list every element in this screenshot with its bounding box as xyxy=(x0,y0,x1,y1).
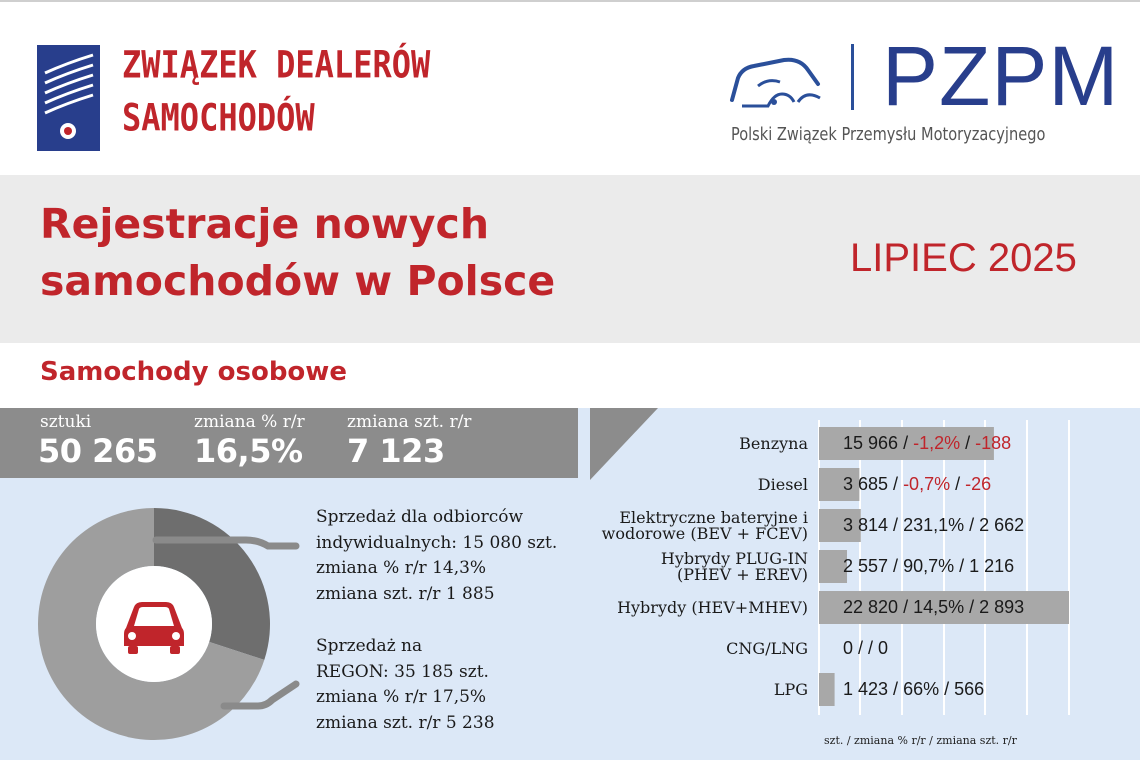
top-divider xyxy=(0,0,1140,2)
pzpm-abbreviation: PZPM xyxy=(882,29,1120,123)
segment-donut-chart xyxy=(38,508,270,740)
bar-value-sep: / xyxy=(898,432,914,453)
bar-value-units: 2 557 xyxy=(843,555,889,576)
zds-name-line1: ZWIĄZEK DEALERÓW xyxy=(122,42,431,87)
bar-value-sep: / xyxy=(888,473,904,494)
bar-value-change-pct: 66% xyxy=(903,678,940,699)
bar-value-change-units: -26 xyxy=(965,473,992,494)
bar-category-label xyxy=(757,474,808,494)
bar-value-label xyxy=(843,597,1024,618)
stat-value-change-pct: 16,5% xyxy=(194,432,303,470)
bar-value-sep: / xyxy=(868,637,879,658)
stat-label-units: sztuki xyxy=(40,412,92,432)
bar-value-units: 22 820 xyxy=(843,596,899,617)
segment-regon-text xyxy=(316,634,566,736)
bar-value-change-units: -188 xyxy=(975,432,1012,453)
bar-value-change-pct: 90,7% xyxy=(903,555,955,576)
bar-value-label xyxy=(843,638,888,659)
segment-regon-line: Sprzedaż na xyxy=(316,636,423,656)
bar-value-change-pct: 231,1% xyxy=(903,514,965,535)
segment-individual-line: zmiana szt. r/r 1 885 xyxy=(316,583,495,604)
page-title-line2: samochodów w Polsce xyxy=(40,257,556,305)
bar-value-label xyxy=(843,515,1024,536)
bar-category-label xyxy=(617,597,808,617)
bar-value-change-units: 566 xyxy=(954,678,985,699)
bar-value-sep: / xyxy=(960,432,976,453)
bar-category-label-line: Benzyna xyxy=(739,433,808,453)
bar-category-label-line: Hybrydy (HEV+MHEV) xyxy=(617,597,808,617)
bar-value-change-pct: 14,5% xyxy=(913,596,965,617)
segment-individual-line: zmiana % r/r 14,3% xyxy=(316,558,487,578)
bar-value-sep: / xyxy=(964,596,980,617)
bar-category-label xyxy=(739,433,808,453)
section-title: Samochody osobowe xyxy=(40,357,347,387)
bar-value-sep: / xyxy=(964,514,980,535)
bar-category-label-line: Hybrydy PLUG-IN xyxy=(660,548,808,568)
bar-value-sep: / xyxy=(853,637,869,658)
stat-value-change-units: 7 123 xyxy=(347,432,445,470)
bar-value-change-pct: -0,7% xyxy=(903,473,951,494)
zds-logo-icon xyxy=(37,45,100,151)
bar-value-sep: / xyxy=(888,678,904,699)
bar-value-change-units: 2 662 xyxy=(979,514,1025,535)
period-label: LIPIEC 2025 xyxy=(850,236,1077,280)
segment-individual-line: Sprzedaż dla odbiorców xyxy=(316,507,524,527)
bar-category-label xyxy=(660,548,808,584)
fuel-bar-chart xyxy=(590,420,1140,760)
bar-value-units: 3 685 xyxy=(843,473,889,494)
bar-category-label-line: LPG xyxy=(773,679,808,699)
bar-value-change-units: 2 893 xyxy=(979,596,1025,617)
bar-category-label xyxy=(726,638,808,658)
bar-category-label xyxy=(601,507,808,543)
stat-value-units: 50 265 xyxy=(38,432,158,470)
segment-regon-line: zmiana szt. r/r 5 238 xyxy=(316,712,495,733)
bar-chart-footnote: szt. / zmiana % r/r / zmiana szt. r/r xyxy=(824,734,1017,747)
bar-category-label-line: Diesel xyxy=(757,474,808,494)
segment-regon-line: zmiana % r/r 17,5% xyxy=(316,687,487,707)
bar-value-label xyxy=(843,556,1014,577)
stat-label-change-units: zmiana szt. r/r xyxy=(347,412,472,432)
bar-value-sep: / xyxy=(939,678,955,699)
bar-value-units: 15 966 xyxy=(843,432,899,453)
segment-regon-line: REGON: 35 185 szt. xyxy=(316,661,489,682)
pzpm-separator xyxy=(851,44,854,110)
bar-category-label-line: wodorowe (BEV + FCEV) xyxy=(601,523,808,543)
pzpm-full-name: Polski Związek Przemysłu Motoryzacyjnego xyxy=(731,124,1046,145)
bar-value-sep: / xyxy=(950,473,966,494)
page-title-line1: Rejestracje nowych xyxy=(40,200,490,248)
bar-value-change-units: 0 xyxy=(878,637,889,658)
bar-value-sep: / xyxy=(898,596,914,617)
bar-value-label xyxy=(843,679,984,700)
bar-value-units: 3 814 xyxy=(843,514,889,535)
bar-category-label-line: Elektryczne bateryjne i xyxy=(619,507,808,527)
segment-individual-line: indywidualnych: 15 080 szt. xyxy=(316,532,558,553)
stat-label-change-pct: zmiana % r/r xyxy=(194,412,305,432)
bar-value-change-pct: -1,2% xyxy=(913,432,961,453)
bar-value-label xyxy=(843,474,991,495)
bar-category-label-line: CNG/LNG xyxy=(726,638,808,658)
bar-value-units: 1 423 xyxy=(843,678,889,699)
bar-category-label xyxy=(773,679,808,699)
bar-value-label xyxy=(843,433,1011,454)
bar-value-sep: / xyxy=(888,555,904,576)
zds-name-line2: SAMOCHODÓW xyxy=(122,95,315,140)
bar-value-units: 0 xyxy=(843,637,854,658)
segment-individual-text xyxy=(316,505,566,607)
bar-value-change-units: 1 216 xyxy=(969,555,1015,576)
pzpm-car-logo-icon xyxy=(728,50,826,116)
bar-value-sep: / xyxy=(888,514,904,535)
fuel-bar-chart-plot xyxy=(590,420,1140,760)
bar-category-label-line: (PHEV + EREV) xyxy=(677,564,808,584)
bar-value-sep: / xyxy=(954,555,970,576)
bar-6 xyxy=(819,673,835,706)
